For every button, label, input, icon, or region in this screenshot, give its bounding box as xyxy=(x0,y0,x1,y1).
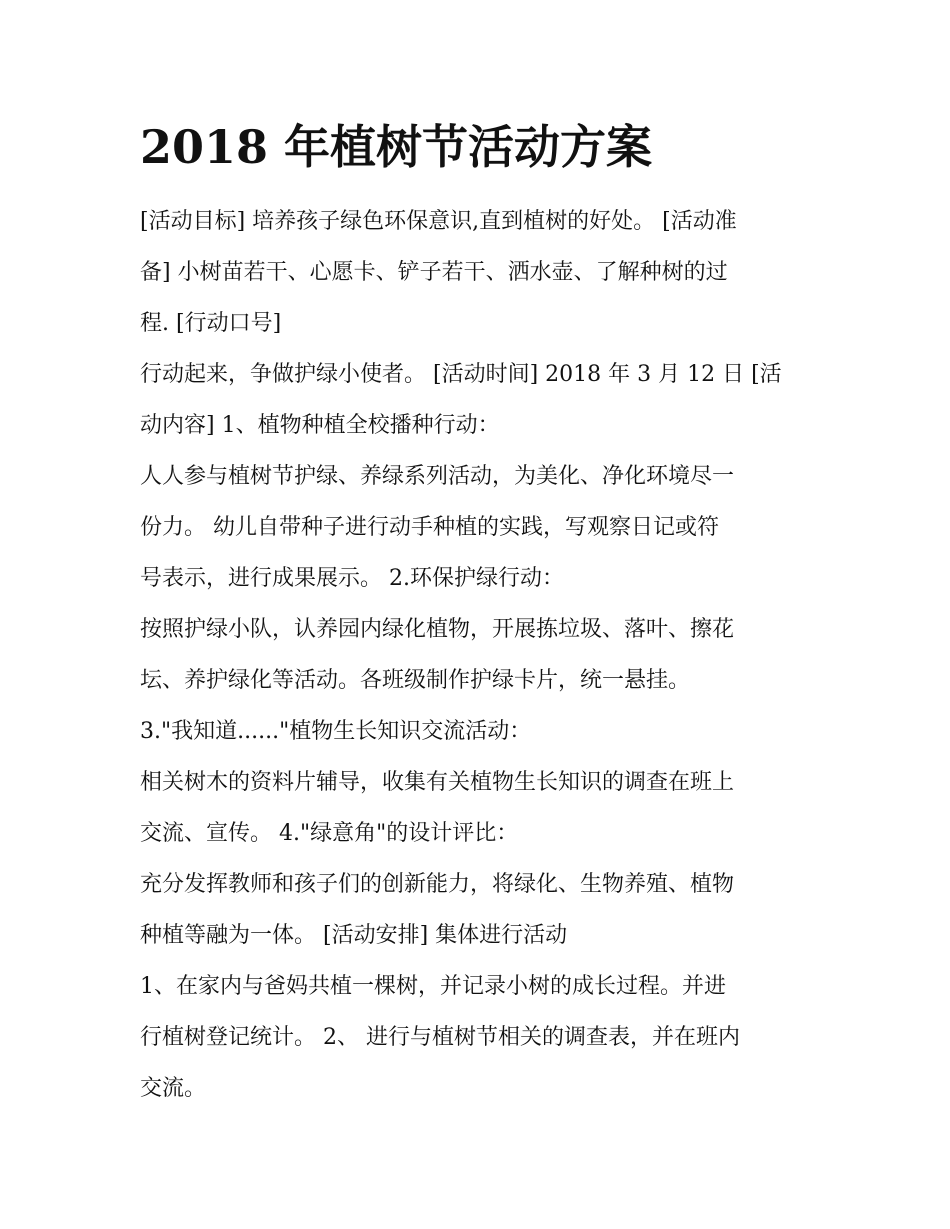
body-line: 程. [行动口号] xyxy=(140,311,282,336)
body-line: 动内容] 1、植物种植全校播种行动： xyxy=(140,413,500,438)
document-title: 2018 年植树节活动方案 xyxy=(140,120,653,174)
body-line: 交流、宣传。 4."绿意角"的设计评比： xyxy=(140,821,519,846)
body-line: 行植树登记统计。 2、 进行与植树节相关的调查表，并在班内 xyxy=(140,1025,740,1050)
body-line: 相关树木的资料片辅导，收集有关植物生长知识的调查在班上 xyxy=(140,770,735,795)
body-line: 行动起来，争做护绿小使者。 [活动时间] 2018 年 3 月 12 日 [活 xyxy=(140,362,782,387)
body-line: 交流。 xyxy=(140,1076,207,1101)
body-line: 种植等融为一体。 [活动安排] 集体进行活动 xyxy=(140,923,568,948)
body-line: [活动目标] 培养孩子绿色环保意识,直到植树的好处。 [活动准 xyxy=(140,209,737,234)
body-line: 号表示，进行成果展示。 2.环保护绿行动： xyxy=(140,566,564,591)
body-line: 充分发挥教师和孩子们的创新能力，将绿化、生物养殖、植物 xyxy=(140,872,735,897)
body-line: 坛、养护绿化等活动。各班级制作护绿卡片，统一悬挂。 xyxy=(140,668,691,693)
body-line: 按照护绿小队，认养园内绿化植物，开展拣垃圾、落叶、擦花 xyxy=(140,617,735,642)
body-line: 份力。 幼儿自带种子进行动手种植的实践，写观察日记或符 xyxy=(140,515,719,540)
body-line: 1、在家内与爸妈共植一棵树，并记录小树的成长过程。并进 xyxy=(140,974,726,999)
body-line: 备] 小树苗若干、心愿卡、铲子若干、洒水壶、了解种树的过 xyxy=(140,260,728,285)
document-body xyxy=(140,196,830,1114)
body-line: 人人参与植树节护绿、养绿系列活动，为美化、净化环境尽一 xyxy=(140,464,735,489)
body-line: 3."我知道......"植物生长知识交流活动： xyxy=(140,719,532,744)
